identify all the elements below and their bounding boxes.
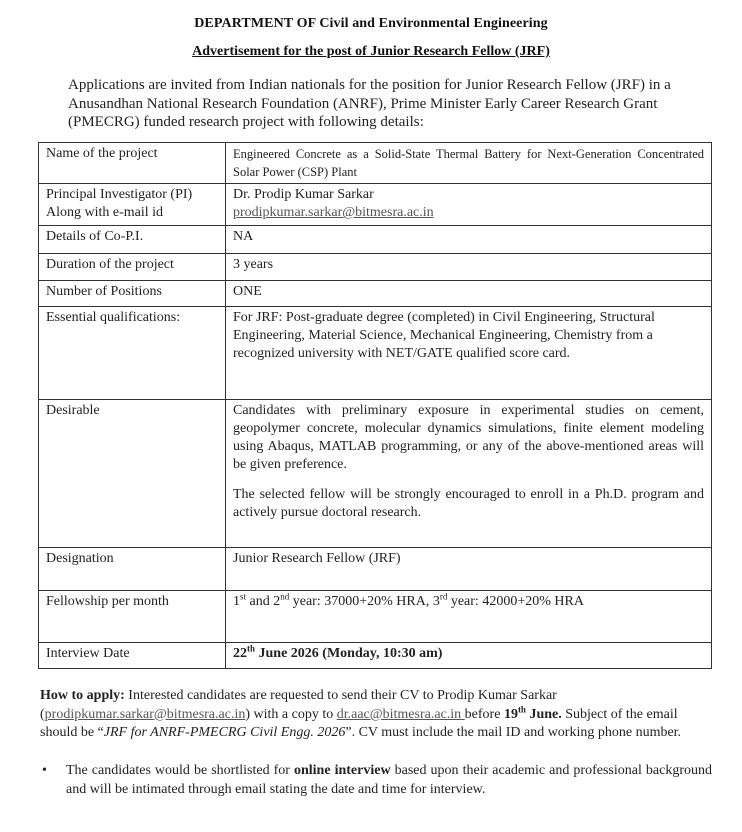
how-to-apply: How to apply: Interested candidates are requested to send their CV to Prodip Kumar Sarkar (prodipkumar.sarkar@bitmesra.ac.in) with a copy to dr.aac@bitmesra.ac.in before 19th June. Subject of the email should be “JRF for ANRF-PMECRG Civil Engg. 2026”. CV must include the mail ID and working phone number. bbox=[40, 688, 682, 740]
table-row bbox=[39, 591, 712, 643]
intro-paragraph: Applications are invited from Indian nationals for the position for Junior Research Fellow (JRF) in a Anusandhan National Research Foundation (ANRF), Prime Minister Early Career Research Grant (PMECRG) funded research project with following details: bbox=[68, 77, 671, 130]
pi-email-link-apply[interactable]: prodipkumar.sarkar@bitmesra.ac.in bbox=[44, 706, 246, 722]
interview-value: 22th June 2026 (Monday, 10:30 am) bbox=[226, 643, 712, 669]
designation-value: Junior Research Fellow (JRF) bbox=[226, 548, 712, 591]
copy-email-link[interactable]: dr.aac@bitmesra.ac.in bbox=[336, 706, 465, 722]
positions-label: Number of Positions bbox=[39, 281, 226, 307]
fellowship-value: 1st and 2nd year: 37000+20% HRA, 3rd year: 42000+20% HRA bbox=[226, 591, 712, 643]
advertisement-title: Advertisement for the post of Junior Research Fellow (JRF) bbox=[192, 44, 550, 59]
table-row bbox=[39, 184, 712, 226]
table-row bbox=[39, 254, 712, 281]
table-row bbox=[39, 143, 712, 184]
desirable-value bbox=[226, 400, 712, 548]
interview-label: Interview Date bbox=[39, 643, 226, 669]
bullet-text: The candidates would be shortlisted for online interview based upon their academic and professional background and will be intimated through email stating the date and time for interview. bbox=[66, 763, 712, 797]
table-row bbox=[39, 281, 712, 307]
qualification-value: For JRF: Post-graduate degree (completed) in Civil Engineering, Structural Engineering, Material Science, Mechanical Engineering, Chemistry from a recognized university with NET/GATE qualified score card. bbox=[226, 307, 712, 400]
pi-label bbox=[39, 184, 226, 226]
copi-label: Details of Co-P.I. bbox=[39, 226, 226, 254]
copi-value: NA bbox=[226, 226, 712, 254]
list-item bbox=[40, 762, 712, 799]
bullet-icon: • bbox=[42, 763, 47, 778]
details-table bbox=[38, 142, 712, 669]
table-row bbox=[39, 643, 712, 669]
fellowship-label: Fellowship per month bbox=[39, 591, 226, 643]
table-row bbox=[39, 548, 712, 591]
desirable-paragraph-2: The selected fellow will be strongly encouraged to enroll in a Ph.D. program and actively pursue doctoral research. bbox=[233, 487, 704, 520]
table-row bbox=[39, 400, 712, 548]
table-row bbox=[39, 226, 712, 254]
qualification-label: Essential qualifications: bbox=[39, 307, 226, 400]
department-heading: DEPARTMENT OF Civil and Environmental Engineering bbox=[194, 16, 548, 31]
duration-value: 3 years bbox=[226, 254, 712, 281]
duration-label: Duration of the project bbox=[39, 254, 226, 281]
pi-label-line1: Principal Investigator (PI) bbox=[46, 187, 193, 202]
email-subject: JRF for ANRF-PMECRG Civil Engg. 2026 bbox=[103, 725, 346, 740]
pi-name: Dr. Prodip Kumar Sarkar bbox=[233, 187, 374, 202]
designation-label: Designation bbox=[39, 548, 226, 591]
pi-value bbox=[226, 184, 712, 226]
pi-label-line2: Along with e-mail id bbox=[46, 205, 164, 220]
positions-value: ONE bbox=[226, 281, 712, 307]
deadline-day: 19 bbox=[503, 706, 518, 722]
desirable-paragraph-1: Candidates with preliminary exposure in experimental studies on cement, geopolymer concrete, molecular dynamics simulations, finite element modeling using Abaqus, MATLAB programming, or any of the above-mentioned areas will be given preference. bbox=[233, 403, 704, 472]
how-to-apply-heading: How to apply: bbox=[40, 688, 125, 703]
project-label: Name of the project bbox=[39, 143, 226, 184]
pi-email-link[interactable]: prodipkumar.sarkar@bitmesra.ac.in bbox=[233, 205, 434, 220]
project-value: Engineered Concrete as a Solid-State Thermal Battery for Next-Generation Concentrated Solar Power (CSP) Plant bbox=[226, 143, 712, 184]
table-row bbox=[39, 307, 712, 400]
desirable-label: Desirable bbox=[39, 400, 226, 548]
